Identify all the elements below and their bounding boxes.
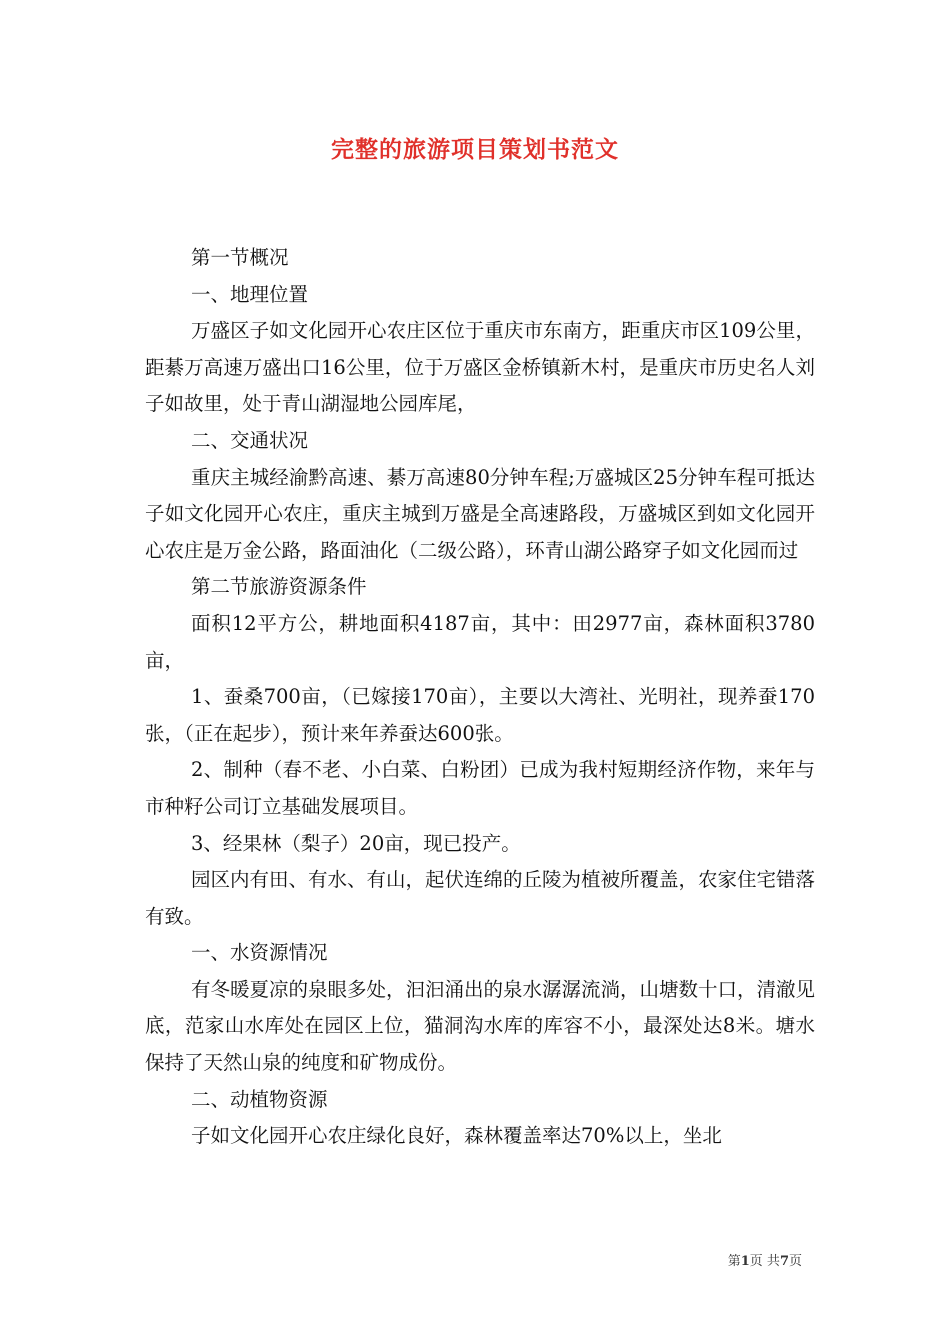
page-footer bbox=[728, 1250, 802, 1269]
list-item: 3、经果林（梨子）20亩，现已投产。 bbox=[191, 831, 521, 855]
footer-total-pages: 7 bbox=[779, 1254, 789, 1269]
footer-suffix: 页 bbox=[788, 1254, 802, 1269]
paragraph: 面积12平方公，耕地面积4187亩，其中：田2977亩，森林面积3780亩， bbox=[145, 611, 815, 672]
footer-prefix: 第 bbox=[727, 1254, 741, 1269]
paragraph: 有冬暖夏凉的泉眼多处，汩汩涌出的泉水潺潺流淌，山塘数十口，清澈见底，范家山水库处在园区上位，猫洞沟水库的库容不小，最深处达8米。塘水保持了天然山泉的纯度和矿物成份。 bbox=[145, 977, 816, 1075]
section-heading: 第一节概况 bbox=[191, 246, 289, 269]
list-item: 2、制种（春不老、小白菜、白粉团）已成为我村短期经济作物，来年与市种籽公司订立基础发展项目。 bbox=[145, 758, 815, 818]
paragraph: 万盛区子如文化园开心农庄区位于重庆市东南方，距重庆市区109公里，距綦万高速万盛出口16公里，位于万盛区金桥镇新木村，是重庆市历史名人刘子如故里，处于青山湖湿地公园库尾， bbox=[145, 319, 815, 416]
paragraph: 子如文化园开心农庄绿化良好，森林覆盖率达70%以上，坐北 bbox=[191, 1124, 722, 1148]
footer-middle: 页 共 bbox=[749, 1254, 780, 1269]
subsection-heading: 二、动植物资源 bbox=[191, 1087, 328, 1111]
list-item: 1、蚕桑700亩，（已嫁接170亩），主要以大湾社、光明社，现养蚕170张，（正在起步），预计来年养蚕达600张。 bbox=[145, 685, 815, 745]
subsection-heading: 二、交通状况 bbox=[191, 428, 309, 452]
subsection-heading: 一、地理位置 bbox=[191, 282, 309, 306]
section-heading: 第二节旅游资源条件 bbox=[191, 575, 367, 599]
document-title: 完整的旅游项目策划书范文 bbox=[331, 136, 619, 163]
document-body bbox=[145, 240, 815, 1155]
paragraph: 重庆主城经渝黔高速、綦万高速80分钟车程;万盛城区25分钟车程可抵达子如文化园开心农庄，重庆主城到万盛是全高速路段，万盛城区到如文化园开心农庄是万金公路，路面油化（二级公路），环青山湖公路穿子如文化园而过 bbox=[145, 465, 815, 562]
footer-page-number: 1 bbox=[740, 1254, 750, 1269]
subsection-heading: 一、水资源情况 bbox=[191, 941, 328, 965]
paragraph: 园区内有田、有水、有山，起伏连绵的丘陵为植被所覆盖，农家住宅错落有致。 bbox=[145, 868, 816, 928]
